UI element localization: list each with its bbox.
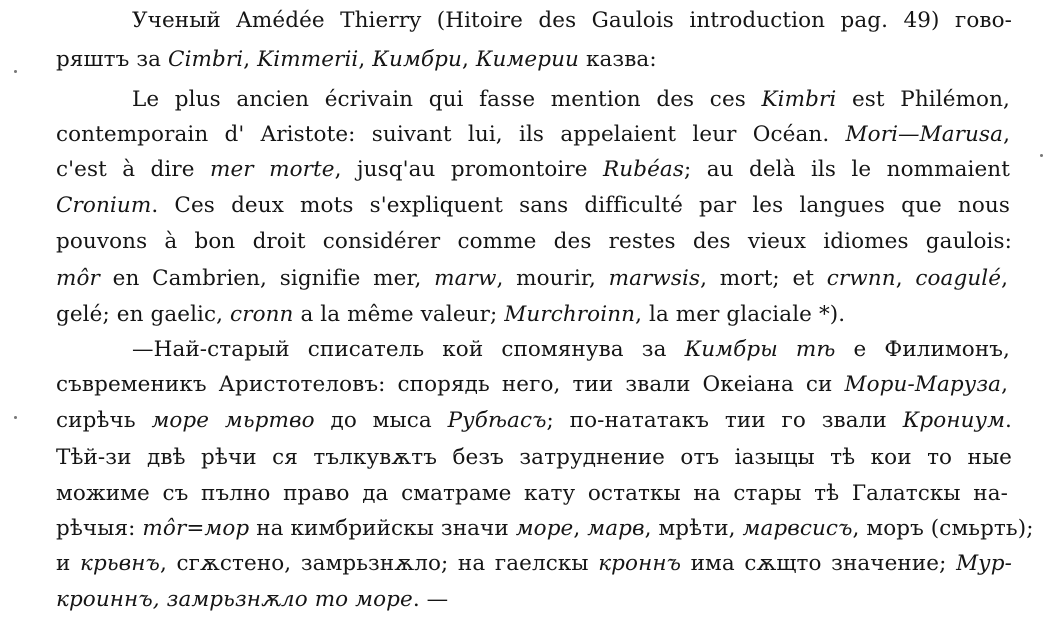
text-run: има сѫщто значение; xyxy=(681,551,957,576)
text-run: , mourir, xyxy=(496,266,609,291)
italic-term: Cronium xyxy=(56,193,152,218)
scan-speck xyxy=(14,416,17,419)
text-run: ; по-нататакъ тии го звали xyxy=(546,408,903,433)
italic-term: cronn xyxy=(230,302,294,327)
translation-line-7 xyxy=(56,551,1012,577)
text-run: , xyxy=(1003,122,1010,147)
french-quote-line-6 xyxy=(56,266,1008,292)
translation-line-2 xyxy=(56,372,1008,398)
text-run: , сгѫстено, замрьзнѫло; на гаелскы xyxy=(159,551,599,576)
italic-term: Кимбры тѣ xyxy=(684,337,836,362)
text-run: , xyxy=(358,47,373,72)
text-run: е Филимонъ, xyxy=(835,337,1010,362)
text-run: ; au delà ils le nommaient xyxy=(683,157,1010,182)
text-run: Le plus ancien écrivain qui fasse mention des ces xyxy=(132,87,762,112)
italic-term: Kimmerii xyxy=(257,47,359,72)
italic-term: кроиннъ, замрьзнѫло то море xyxy=(56,587,413,612)
italic-term: môr=мор xyxy=(142,516,250,541)
scan-speck xyxy=(1040,154,1043,157)
text-run: , jusq'au promontoire xyxy=(334,157,603,182)
text-run: , xyxy=(461,47,476,72)
italic-term: Мори-Маруза xyxy=(844,372,1002,397)
text-run: en Cambrien, signifie mer, xyxy=(99,266,435,291)
italic-term: крьвнъ xyxy=(80,551,160,576)
text-run: contemporain d' Aristote: suivant lui, ils appelaient leur Océan. xyxy=(56,122,846,147)
text-run: рѣчыя: xyxy=(56,516,143,541)
text-run: и xyxy=(56,551,81,576)
scan-speck xyxy=(14,70,17,73)
text-run: ряштъ за xyxy=(56,47,169,72)
text-run: сирѣчь xyxy=(56,408,152,433)
translation-line-6 xyxy=(56,516,1034,542)
text-run: . — xyxy=(412,587,449,612)
italic-term: марв xyxy=(587,516,645,541)
text-run: на кимбрийскы значи xyxy=(249,516,516,541)
paragraph-1-line-1 xyxy=(132,8,1012,34)
italic-term: Rubéas xyxy=(603,157,684,182)
text-run: c'est à dire xyxy=(56,157,210,182)
french-quote-line-7 xyxy=(56,302,845,328)
paragraph-1-line-2 xyxy=(56,47,657,73)
italic-term: môr xyxy=(56,266,100,291)
italic-term: mer morte xyxy=(210,157,335,182)
french-quote-line-3 xyxy=(56,157,1010,183)
text-run: , xyxy=(243,47,258,72)
text-run: , xyxy=(1001,266,1009,291)
text-run: Ученый Amédée Thierry (Hitoire des Gaulois introduction pag. 49) гово- xyxy=(132,8,1012,33)
french-quote-line-1 xyxy=(132,87,1010,113)
translation-line-4 xyxy=(56,445,1012,471)
italic-term: Кимбри xyxy=(372,47,462,72)
translation-line-5 xyxy=(56,481,1008,507)
french-quote-line-4 xyxy=(56,193,1010,219)
text-run: , la mer glaciale *). xyxy=(635,302,846,327)
italic-term: crwnn xyxy=(826,266,896,291)
text-run: , xyxy=(1001,372,1008,397)
italic-term: море мьртво xyxy=(151,408,315,433)
text-run: . Ces deux mots s'expliquent sans difficulté par les langues que nous xyxy=(151,193,1010,218)
text-run: , моръ (смьрть); xyxy=(852,516,1034,541)
text-run: можиме съ пълно право да сматраме кату остаткы на стары тѣ Галатскы на- xyxy=(56,481,1008,506)
text-run: Тѣй-зи двѣ рѣчи ся тълкувѫтъ безъ затруднение отъ іазыцы тѣ кои то ные xyxy=(56,445,1012,470)
text-run: съвременикъ Аристотеловъ: спорядь него, тии звали Океіана си xyxy=(56,372,845,397)
french-quote-line-2 xyxy=(56,122,1010,148)
text-run: pouvons à bon droit considérer comme des restes des vieux idiomes gaulois: xyxy=(56,229,1012,254)
text-run: est Philémon, xyxy=(836,87,1010,112)
italic-term: Рубѣасъ xyxy=(447,408,547,433)
translation-line-3 xyxy=(56,408,1012,434)
italic-term: кроннъ xyxy=(598,551,682,576)
italic-term: Kimbri xyxy=(761,87,837,112)
text-run: казва: xyxy=(579,47,657,72)
text-run: —Най-старый списатель кой спомянува за xyxy=(132,337,685,362)
italic-term: Cimbri xyxy=(168,47,244,72)
italic-term: coagulé xyxy=(915,266,1002,291)
translation-line-1 xyxy=(132,337,1010,363)
text-run: . xyxy=(1005,408,1012,433)
italic-term: марвсисъ xyxy=(742,516,853,541)
italic-term: Mori—Marusa xyxy=(845,122,1004,147)
italic-term: Murchroinn xyxy=(504,302,636,327)
italic-term: marw xyxy=(434,266,497,291)
text-run: , xyxy=(573,516,588,541)
text-run: , mort; et xyxy=(700,266,827,291)
text-run: до мыса xyxy=(314,408,448,433)
text-run: a la même valeur; xyxy=(293,302,505,327)
translation-line-8 xyxy=(56,587,448,613)
italic-term: marwsis xyxy=(608,266,701,291)
text-run: , xyxy=(895,266,916,291)
italic-term: Мур- xyxy=(956,551,1012,576)
italic-term: Кимерии xyxy=(475,47,580,72)
italic-term: Крониум xyxy=(902,408,1006,433)
italic-term: море xyxy=(515,516,574,541)
text-run: , мрѣти, xyxy=(644,516,743,541)
text-run: gelé; en gaelic, xyxy=(56,302,231,327)
french-quote-line-5 xyxy=(56,229,1012,255)
